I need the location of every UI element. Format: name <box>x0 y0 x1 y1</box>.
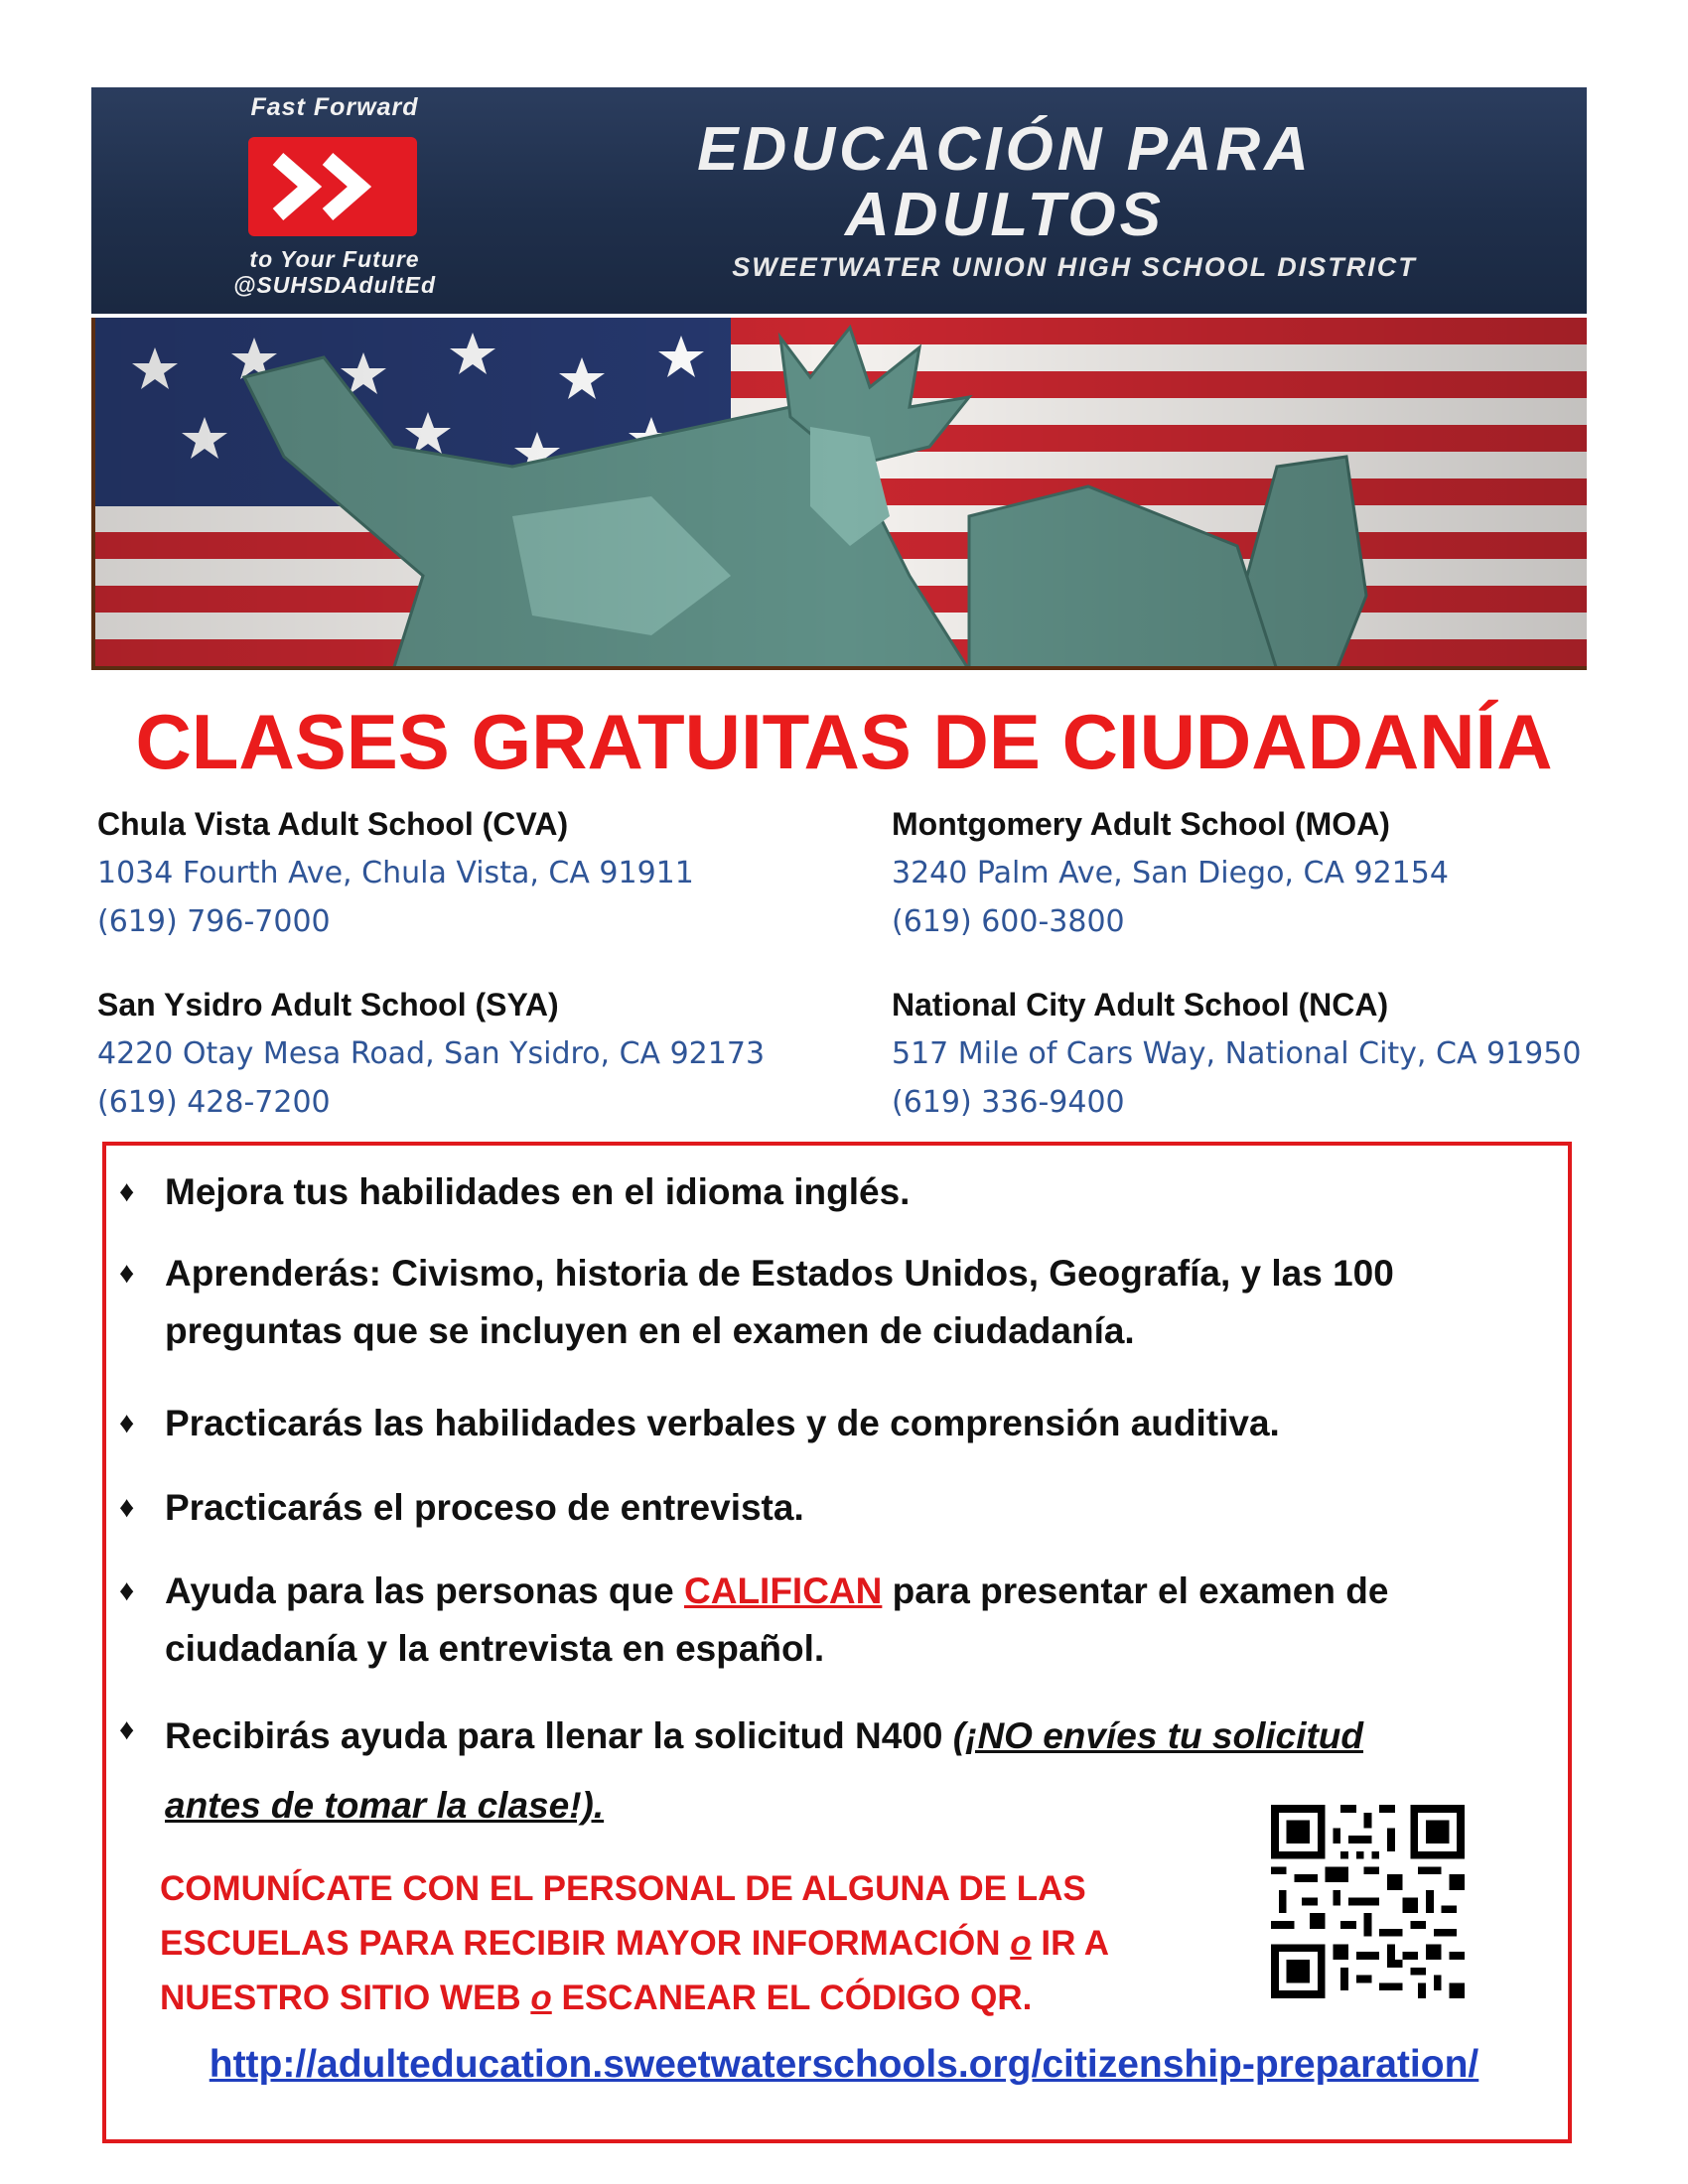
diamond-bullet-icon: ♦ <box>119 1713 135 1746</box>
school-name: San Ysidro Adult School (SYA) <box>97 987 559 1023</box>
school-name: Montgomery Adult School (MOA) <box>892 806 1390 842</box>
school-phone: (619) 336-9400 <box>892 1085 1125 1120</box>
school-address: 1034 Fourth Ave, Chula Vista, CA 91911 <box>97 856 694 890</box>
page-title: CLASES GRATUITAS DE CIUDADANÍA <box>135 698 1553 785</box>
contact-line <box>160 1971 1252 2025</box>
flag-statue-image <box>91 318 1587 670</box>
bullet-text <box>165 1245 1535 1360</box>
contact-text: IR A <box>1031 1924 1110 1963</box>
warning-text: (¡NO envíes tu solicitud <box>952 1715 1364 1756</box>
social-handle: @SUHSDAdultEd <box>232 272 437 298</box>
header-banner <box>91 87 1587 314</box>
bullet-text-line2: ciudadanía y la entrevista en español. <box>165 1628 825 1669</box>
fast-forward-icon <box>248 137 417 236</box>
website-link[interactable]: http://adulteducation.sweetwaterschools.org/citizenship-preparation/ <box>209 2043 1479 2086</box>
contact-text: ESCANEAR EL CÓDIGO QR. <box>551 1979 1033 2017</box>
school-moa <box>892 800 1646 946</box>
contact-text: ESCUELAS PARA RECIBIR MAYOR INFORMACIÓN <box>160 1924 1011 1963</box>
school-phone: (619) 428-7200 <box>97 1085 331 1120</box>
school-name: Chula Vista Adult School (CVA) <box>97 806 569 842</box>
diamond-bullet-icon: ♦ <box>119 1175 135 1208</box>
ff-tagline-top: Fast Forward <box>250 93 419 121</box>
bullet-text-part: para presentar el examen de <box>882 1570 1389 1611</box>
bullet-text-part: Ayuda para las personas que <box>165 1570 684 1611</box>
school-sya <box>97 981 852 1127</box>
qr-code[interactable] <box>1271 1805 1465 1998</box>
banner-title <box>568 117 1442 248</box>
school-phone: (619) 600-3800 <box>892 904 1125 939</box>
contact-line <box>160 1916 1252 1971</box>
diamond-bullet-icon: ♦ <box>119 1407 135 1439</box>
diamond-bullet-icon: ♦ <box>119 1491 135 1524</box>
contact-text: NUESTRO SITIO WEB <box>160 1979 531 2017</box>
school-address: 3240 Palm Ave, San Diego, CA 92154 <box>892 856 1449 890</box>
contact-instructions <box>160 1861 1252 2025</box>
bullet-text: Mejora tus habilidades en el idioma inglés. <box>165 1171 911 1212</box>
flag-illustration <box>95 318 1587 670</box>
califican-emphasis: CALIFICAN <box>684 1570 883 1611</box>
or-emphasis: o <box>1010 1924 1032 1963</box>
diamond-bullet-icon: ♦ <box>119 1574 135 1607</box>
banner-title-line2: ADULTOS <box>845 181 1165 249</box>
school-phone: (619) 796-7000 <box>97 904 331 939</box>
school-name: National City Adult School (NCA) <box>892 987 1389 1023</box>
contact-line: COMUNÍCATE CON EL PERSONAL DE ALGUNA DE LAS <box>160 1869 1086 1908</box>
bullet-text-line1: Aprenderás: Civismo, historia de Estados Unidos, Geografía, y las 100 <box>165 1253 1394 1294</box>
bullet-text <box>165 1563 1535 1678</box>
bullet-text: Practicarás las habilidades verbales y de comprensión auditiva. <box>165 1403 1280 1443</box>
district-name: SWEETWATER UNION HIGH SCHOOL DISTRICT <box>732 252 1417 282</box>
bullet-text-line2: preguntas que se incluyen en el examen de ciudadanía. <box>165 1310 1135 1351</box>
warning-text: antes de tomar la clase!). <box>165 1785 605 1826</box>
diamond-bullet-icon: ♦ <box>119 1257 135 1290</box>
or-emphasis: o <box>530 1979 552 2017</box>
banner-title-line1: EDUCACIÓN PARA <box>697 115 1313 184</box>
school-address: 4220 Otay Mesa Road, San Ysidro, CA 92173 <box>97 1036 766 1071</box>
school-cva <box>97 800 852 946</box>
ff-tagline-bottom: to Your Future <box>249 246 420 272</box>
school-nca <box>892 981 1646 1127</box>
bullet-text: Practicarás el proceso de entrevista. <box>165 1487 804 1528</box>
school-address: 517 Mile of Cars Way, National City, CA 91950 <box>892 1036 1582 1071</box>
bullet-text-part: Recibirás ayuda para llenar la solicitud N400 <box>165 1715 953 1756</box>
